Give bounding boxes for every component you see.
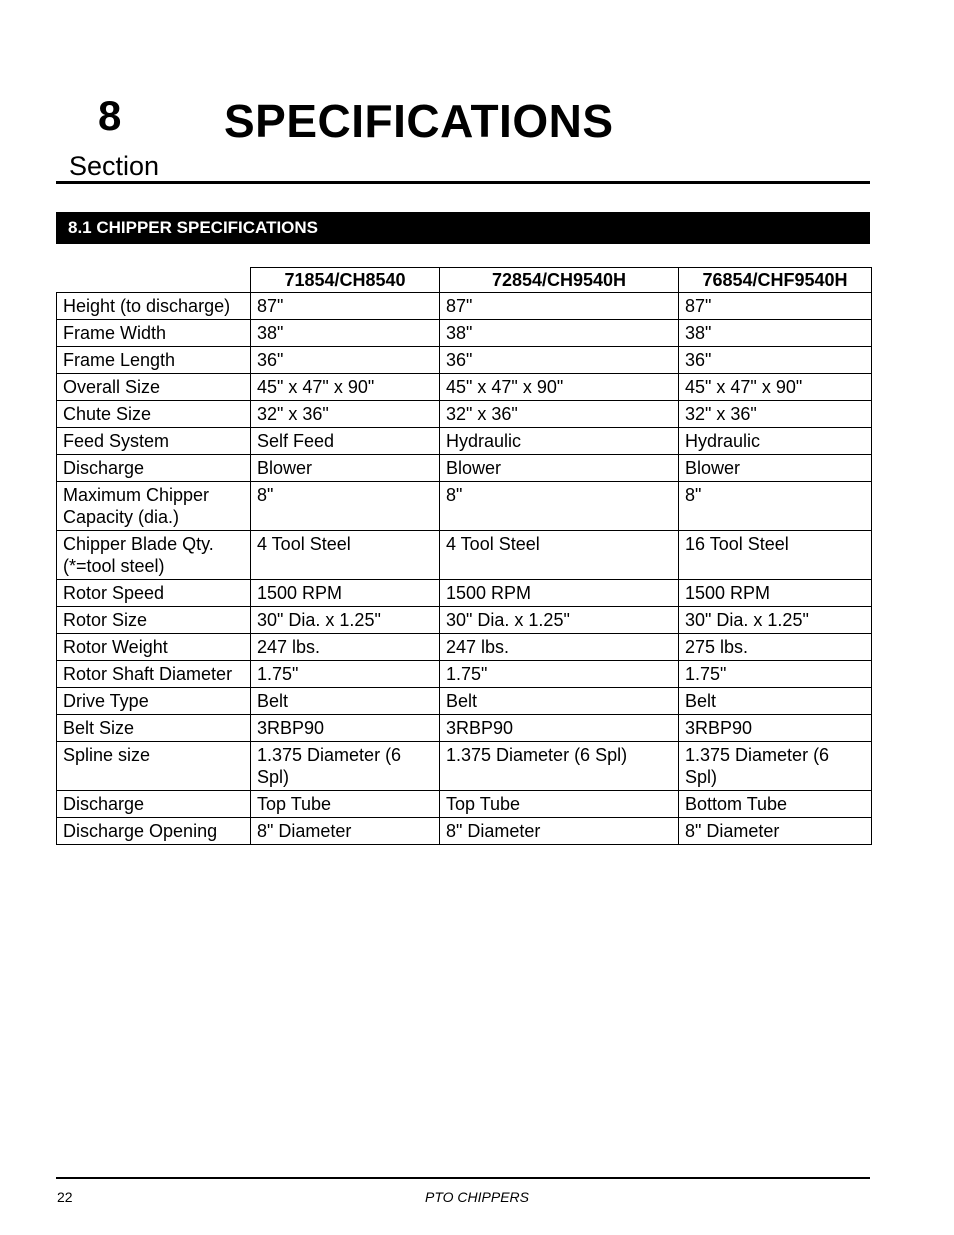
spec-value: 32" x 36" xyxy=(440,401,679,428)
spec-value: Blower xyxy=(251,455,440,482)
spec-label: Discharge xyxy=(57,455,251,482)
spec-value: 45" x 47" x 90" xyxy=(251,374,440,401)
spec-label: Frame Length xyxy=(57,347,251,374)
spec-value: 3RBP90 xyxy=(679,715,872,742)
spec-label: Rotor Shaft Diameter xyxy=(57,661,251,688)
spec-value: 275 lbs. xyxy=(679,634,872,661)
spec-value: 8" xyxy=(679,482,872,531)
spec-value: Hydraulic xyxy=(679,428,872,455)
table-row xyxy=(57,818,872,845)
spec-label: Height (to discharge) xyxy=(57,293,251,320)
title-divider xyxy=(56,181,870,184)
spec-label: Spline size xyxy=(57,742,251,791)
spec-label: Rotor Speed xyxy=(57,580,251,607)
spec-value: Top Tube xyxy=(251,791,440,818)
table-header-model: 71854/CH8540 xyxy=(251,268,440,293)
spec-value: 8" Diameter xyxy=(440,818,679,845)
spec-value: Top Tube xyxy=(440,791,679,818)
table-row xyxy=(57,428,872,455)
table-row xyxy=(57,688,872,715)
spec-label: Belt Size xyxy=(57,715,251,742)
spec-value: Self Feed xyxy=(251,428,440,455)
spec-value: 32" x 36" xyxy=(251,401,440,428)
table-row xyxy=(57,580,872,607)
spec-value: 1.75" xyxy=(679,661,872,688)
spec-value: 4 Tool Steel xyxy=(440,531,679,580)
table-row xyxy=(57,607,872,634)
spec-value: 1500 RPM xyxy=(679,580,872,607)
table-header-row xyxy=(57,268,872,293)
spec-label: Drive Type xyxy=(57,688,251,715)
subsection-heading: 8.1 CHIPPER SPECIFICATIONS xyxy=(56,212,870,244)
table-row xyxy=(57,482,872,531)
table-row xyxy=(57,401,872,428)
spec-value: Bottom Tube xyxy=(679,791,872,818)
table-header-model: 72854/CH9540H xyxy=(440,268,679,293)
page-title: SPECIFICATIONS xyxy=(224,95,614,147)
spec-value: 45" x 47" x 90" xyxy=(440,374,679,401)
spec-value: 4 Tool Steel xyxy=(251,531,440,580)
section-number: 8 xyxy=(98,92,122,139)
spec-label: Maximum Chipper Capacity (dia.) xyxy=(57,482,251,531)
spec-value: 87" xyxy=(679,293,872,320)
spec-value: 1.375 Diameter (6 Spl) xyxy=(251,742,440,791)
table-row xyxy=(57,742,872,791)
table-row xyxy=(57,320,872,347)
spec-value: 8" Diameter xyxy=(679,818,872,845)
spec-label: Rotor Weight xyxy=(57,634,251,661)
table-row xyxy=(57,347,872,374)
specifications-table xyxy=(56,267,872,845)
spec-value: 87" xyxy=(251,293,440,320)
spec-label: Discharge xyxy=(57,791,251,818)
spec-value: 8" xyxy=(440,482,679,531)
spec-value: 1.375 Diameter (6 Spl) xyxy=(679,742,872,791)
table-header-blank xyxy=(57,268,251,293)
spec-value: 38" xyxy=(679,320,872,347)
footer-divider xyxy=(56,1177,870,1179)
spec-value: 247 lbs. xyxy=(251,634,440,661)
spec-value: 3RBP90 xyxy=(440,715,679,742)
spec-value: Belt xyxy=(251,688,440,715)
spec-value: 36" xyxy=(440,347,679,374)
spec-label: Feed System xyxy=(57,428,251,455)
spec-value: 30" Dia. x 1.25" xyxy=(440,607,679,634)
spec-value: 247 lbs. xyxy=(440,634,679,661)
spec-value: 30" Dia. x 1.25" xyxy=(679,607,872,634)
section-label: Section xyxy=(69,151,160,181)
spec-value: 1.75" xyxy=(251,661,440,688)
table-row xyxy=(57,374,872,401)
spec-value: 32" x 36" xyxy=(679,401,872,428)
spec-value: Blower xyxy=(679,455,872,482)
table-row xyxy=(57,791,872,818)
table-row xyxy=(57,634,872,661)
spec-value: 1500 RPM xyxy=(251,580,440,607)
table-row xyxy=(57,715,872,742)
spec-label: Overall Size xyxy=(57,374,251,401)
spec-value: 36" xyxy=(679,347,872,374)
table-row xyxy=(57,661,872,688)
footer-title: PTO CHIPPERS xyxy=(425,1189,529,1205)
spec-label: Frame Width xyxy=(57,320,251,347)
spec-value: Blower xyxy=(440,455,679,482)
spec-value: 1500 RPM xyxy=(440,580,679,607)
spec-value: 45" x 47" x 90" xyxy=(679,374,872,401)
spec-value: 38" xyxy=(251,320,440,347)
spec-value: 1.375 Diameter (6 Spl) xyxy=(440,742,679,791)
table-row xyxy=(57,293,872,320)
spec-value: 8" Diameter xyxy=(251,818,440,845)
spec-label: Rotor Size xyxy=(57,607,251,634)
page-number: 22 xyxy=(57,1189,73,1205)
spec-value: 38" xyxy=(440,320,679,347)
spec-value: Hydraulic xyxy=(440,428,679,455)
spec-label: Chipper Blade Qty. (*=tool steel) xyxy=(57,531,251,580)
spec-value: 1.75" xyxy=(440,661,679,688)
table-header-model: 76854/CHF9540H xyxy=(679,268,872,293)
spec-label: Discharge Opening xyxy=(57,818,251,845)
spec-label: Chute Size xyxy=(57,401,251,428)
spec-value: 36" xyxy=(251,347,440,374)
spec-value: 16 Tool Steel xyxy=(679,531,872,580)
spec-value: Belt xyxy=(679,688,872,715)
spec-value: 3RBP90 xyxy=(251,715,440,742)
spec-value: 30" Dia. x 1.25" xyxy=(251,607,440,634)
spec-value: 8" xyxy=(251,482,440,531)
table-row xyxy=(57,531,872,580)
spec-value: 87" xyxy=(440,293,679,320)
table-row xyxy=(57,455,872,482)
spec-value: Belt xyxy=(440,688,679,715)
